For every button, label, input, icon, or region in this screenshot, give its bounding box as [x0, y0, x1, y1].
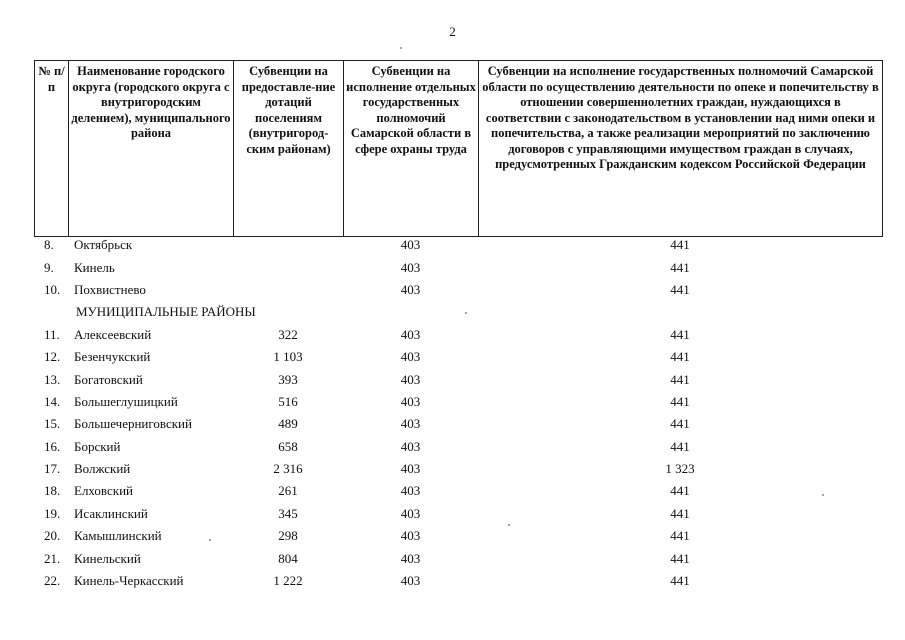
labor-value: 403: [400, 371, 421, 387]
table-header: [34, 60, 883, 237]
guardianship-value: 441: [670, 573, 690, 589]
header-name: Наименование городского округа (городского округа с внутригородским делением), муниципального района: [69, 61, 234, 237]
labor-value: 403: [400, 461, 421, 477]
guardianship-value: 441: [670, 237, 690, 253]
district-name: Богатовский: [74, 371, 143, 387]
table-row: [34, 234, 882, 256]
header-guardianship: Субвенции на исполнение государственных полномочий Самарской области по осуществлению деятельности по опеке и попечительству в отношении совершеннолетних граждан, нуждающихся в соответствии с законодательством в установлении над ними опеки и попечительства, а также реализации мероприятий по заключению договоров с управляющими имуществом граждан в случаях, предусмотренных Гражданским кодексом Российской Федерации: [479, 61, 883, 237]
guardianship-value: 441: [670, 259, 690, 275]
guardianship-value: 1 323: [665, 461, 695, 477]
table-row: [34, 256, 882, 278]
district-name: Большеглушицкий: [74, 393, 178, 409]
district-name: Борский: [74, 438, 121, 454]
header-dotation: Субвенции на предоставле-ние дотаций поселениям (внутригород-ским районам): [234, 61, 344, 237]
dotation-value: 804: [278, 550, 298, 566]
guardianship-value: 441: [670, 281, 690, 297]
table-row: [34, 570, 882, 592]
district-name: Исаклинский: [74, 505, 148, 521]
row-number: 9.: [44, 259, 54, 275]
row-number: 20.: [44, 528, 61, 544]
row-number: 18.: [44, 483, 61, 499]
district-name: Октябрьск: [74, 237, 133, 253]
row-number: 22.: [44, 573, 61, 589]
district-name: Безенчукский: [74, 349, 151, 365]
dotation-value: 1 222: [273, 573, 303, 589]
labor-value: 403: [400, 349, 421, 365]
scan-speck: [822, 494, 824, 496]
district-name: Похвистнево: [74, 281, 146, 297]
row-number: 12.: [44, 349, 61, 365]
row-number: 17.: [44, 461, 61, 477]
labor-value: 403: [400, 573, 421, 589]
labor-value: 403: [400, 550, 421, 566]
header-labor: Субвенции на исполнение отдельных государственных полномочий Самарской области в сфере охраны труда: [344, 61, 479, 237]
table-row: [34, 480, 882, 502]
labor-value: 403: [400, 259, 421, 275]
dotation-value: 298: [278, 528, 298, 544]
district-name: Волжский: [74, 461, 131, 477]
table-row: [34, 547, 882, 569]
table-row: [34, 458, 882, 480]
labor-value: 403: [400, 505, 421, 521]
row-number: 21.: [44, 550, 61, 566]
guardianship-value: 441: [670, 416, 690, 432]
dotation-value: 322: [278, 326, 298, 342]
labor-value: 403: [400, 528, 421, 544]
table-row: [34, 324, 882, 346]
row-number: 19.: [44, 505, 61, 521]
dotation-value: 1 103: [273, 349, 303, 365]
dotation-value: [233, 234, 343, 256]
section-row: [34, 301, 882, 323]
row-number: 13.: [44, 371, 61, 387]
guardianship-value: 441: [670, 371, 690, 387]
district-name: Кинель: [74, 259, 115, 275]
table-row: [34, 503, 882, 525]
section-title: МУНИЦИПАЛЬНЫЕ РАЙОНЫ: [76, 304, 256, 320]
district-name: Елховский: [74, 483, 133, 499]
guardianship-value: 441: [670, 393, 690, 409]
guardianship-value: 441: [670, 326, 690, 342]
table-body: [34, 234, 882, 592]
dotation-value: 489: [278, 416, 298, 432]
page-number: 2: [449, 24, 456, 39]
dotation-value: 345: [278, 505, 298, 521]
dotation-value: [233, 256, 343, 278]
district-name: Кинельский: [74, 550, 141, 566]
row-number: 16.: [44, 438, 61, 454]
labor-value: 403: [400, 326, 421, 342]
labor-value: 403: [400, 393, 421, 409]
scan-speck: [508, 524, 510, 526]
dotation-value: 393: [278, 371, 298, 387]
table-row: [34, 413, 882, 435]
row-number: 15.: [44, 416, 61, 432]
row-number: 14.: [44, 393, 61, 409]
table-row: [34, 346, 882, 368]
row-number: 10.: [44, 281, 61, 297]
row-number: 8.: [44, 237, 54, 253]
guardianship-value: 441: [670, 349, 690, 365]
table-row: [34, 279, 882, 301]
labor-value: 403: [400, 483, 421, 499]
district-name: Алексеевский: [74, 326, 152, 342]
table-row: [34, 436, 882, 458]
dotation-value: 2 316: [273, 461, 303, 477]
labor-value: 403: [400, 237, 421, 253]
table-row: [34, 391, 882, 413]
dotation-value: 261: [278, 483, 298, 499]
guardianship-value: 441: [670, 438, 690, 454]
header-number: № п/п: [35, 61, 69, 237]
district-name: Большечерниговский: [74, 416, 192, 432]
guardianship-value: 441: [670, 550, 690, 566]
table-row: [34, 525, 882, 547]
row-number: 11.: [44, 326, 60, 342]
district-name: Камышлинский: [74, 528, 162, 544]
scan-speck: [400, 47, 402, 49]
guardianship-value: 441: [670, 505, 690, 521]
dotation-value: 658: [278, 438, 298, 454]
scan-speck: [465, 312, 467, 314]
dotation-value: 516: [278, 393, 298, 409]
dotation-value: [233, 279, 343, 301]
scan-speck: [209, 539, 211, 541]
labor-value: 403: [400, 281, 421, 297]
guardianship-value: 441: [670, 483, 690, 499]
labor-value: 403: [400, 438, 421, 454]
labor-value: 403: [400, 416, 421, 432]
district-name: Кинель-Черкасский: [74, 573, 184, 589]
table-row: [34, 368, 882, 390]
guardianship-value: 441: [670, 528, 690, 544]
